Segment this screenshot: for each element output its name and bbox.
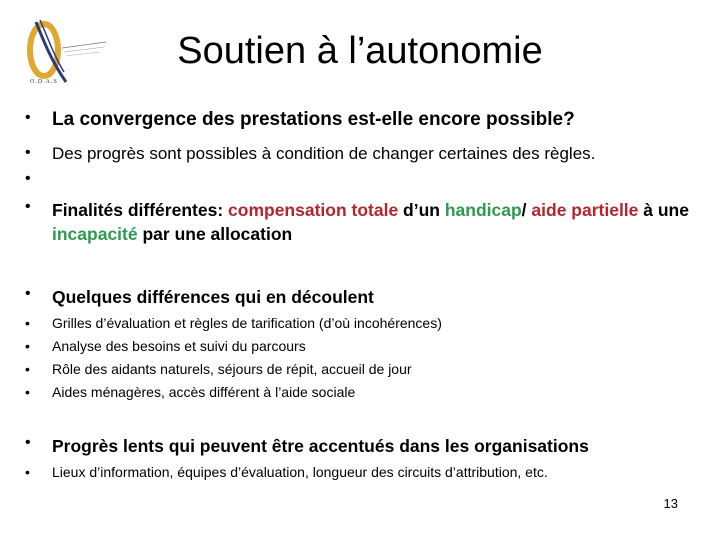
bullet-icon: •: [25, 361, 30, 377]
bullet-icon: •: [25, 315, 30, 331]
bullet-text: Des progrès sont possibles à condition de changer certaines des règles.: [52, 144, 596, 163]
page-number: 13: [663, 496, 678, 511]
bullet-icon: •: [25, 170, 31, 187]
emphasis-green: handicap: [444, 200, 522, 220]
bullet-icon: •: [25, 109, 31, 126]
bullet-icon: •: [25, 198, 31, 215]
sub-bullet-item: [25, 338, 712, 354]
bullet-icon: •: [25, 144, 31, 161]
bullet-item: [25, 144, 712, 164]
sub-bullet-text: Grilles d’évaluation et règles de tarification (d’où incohérences): [52, 315, 442, 331]
sub-bullet-item: [25, 361, 712, 377]
emphasis-red: compensation totale: [228, 200, 399, 220]
bullet-icon: •: [25, 464, 30, 480]
sub-bullet-item: [25, 384, 712, 400]
bullet-icon: •: [25, 434, 31, 451]
bullet-item: [25, 198, 712, 246]
sub-bullet-text: Lieux d’information, équipes d’évaluation, longueur des circuits d’attribution, etc.: [52, 464, 548, 480]
bullet-text: Progrès lents qui peuvent être accentués dans les organisations: [52, 436, 589, 456]
sub-bullet-text: Rôle des aidants naturels, séjours de répit, accueil de jour: [52, 361, 412, 377]
emphasis-green: incapacité: [52, 224, 138, 244]
bullet-text: [52, 198, 712, 246]
bullet-item: [25, 170, 712, 188]
sub-bullet-item: [25, 464, 712, 480]
text-segment: /: [521, 200, 532, 220]
text-segment: par une allocation: [137, 224, 293, 244]
bullet-icon: •: [25, 285, 31, 302]
sub-bullet-item: [25, 315, 712, 331]
text-segment: à une: [638, 200, 689, 220]
logo-caption: O.D.A.S: [30, 79, 58, 85]
bullet-item: [25, 434, 712, 458]
bullet-icon: •: [25, 384, 30, 400]
bullet-icon: •: [25, 338, 30, 354]
bullet-item: [25, 285, 712, 309]
text-segment: d’un: [398, 200, 445, 220]
slide-title: Soutien à l’autonomie: [177, 30, 543, 72]
bullet-item: [25, 109, 712, 131]
sub-bullet-text: Analyse des besoins et suivi du parcours: [52, 338, 306, 354]
text-segment: Finalités différentes:: [52, 200, 229, 220]
emphasis-red: aide partielle: [531, 200, 639, 220]
bullet-text: Quelques différences qui en découlent: [52, 287, 374, 307]
bullet-text: La convergence des prestations est-elle encore possible?: [52, 109, 575, 130]
sub-bullet-text: Aides ménagères, accès différent à l’aide sociale: [52, 384, 356, 400]
